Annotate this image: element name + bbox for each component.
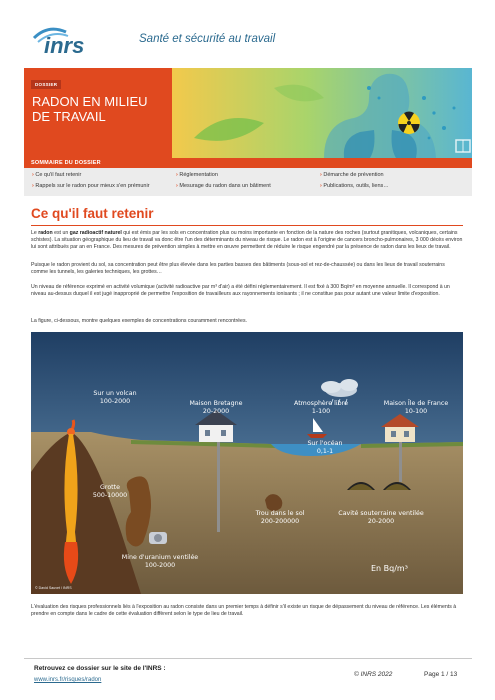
toc-link-rappels[interactable]: › Rappels sur le radon pour mieux s'en prémunir — [32, 183, 150, 189]
paragraph-figure-intro: La figure, ci-dessous, montre quelques exemples de concentrations couramment rencontrées. — [31, 318, 247, 324]
table-of-contents — [24, 158, 472, 196]
footer-retrouvez: Retrouvez ce dossier sur le site de l'INRS : — [34, 665, 166, 672]
inrs-logo — [30, 26, 128, 56]
toc-link-demarche[interactable]: › Démarche de prévention — [320, 172, 384, 178]
toc-link-mesurage[interactable]: › Mesurage du radon dans un bâtiment — [176, 183, 271, 189]
toc-header — [24, 158, 472, 168]
toc-title: SOMMAIRE DU DOSSIER — [31, 159, 101, 166]
paragraph-evaluation: L'évaluation des risques professionnels liés à l'exposition au radon consiste dans un premier temps à définir s'il existe un risque de dépassement du niveau de référence. Les éléments à prendre en compte dans le cadre de cette évaluation diffèrent selon le type de lieu de travail. — [31, 604, 457, 618]
radon-concentration-figure — [31, 332, 463, 594]
toc-link-ce-qu-il-faut-retenir[interactable]: › Ce qu'il faut retenir — [32, 172, 81, 178]
label-maison-bretagne: Maison Bretagne 20-2000 — [189, 400, 243, 415]
footer-copyright: © INRS 2022 — [354, 671, 393, 678]
paragraph-sol: Puisque le radon provient du sol, sa concentration peut être plus élevée dans les parties basses des bâtiments (sous-sol et rez-de-chaussée) ou dans les lieux de travail souterrains comme les tunnels, les galeries techniques, les grottes… — [31, 262, 445, 276]
figure-unit: En Bq/m³ — [371, 564, 408, 573]
figure-credit: © David Sauvet / INRS — [35, 586, 72, 590]
toc-link-publications[interactable]: › Publications, outils, liens… — [320, 183, 389, 189]
label-volcan: Sur un volcan 100-2000 — [93, 390, 137, 405]
label-maison-idf: Maison Île de France 10-100 — [383, 400, 449, 415]
paragraph-niveau-reference: Un niveau de référence exprimé en activité volumique (activité radioactive par m³ d'air) a été défini réglementairement. Il est fixé à 300 Bq/m³ en moyenne annuelle. Il correspond à un niveau au-dessus duquel il est jugé inapproprié de permettre l'exposition de travailleurs aux rayonnements ionisants ; il ne constitue pas pour autant une valeur limite d'exposition. — [31, 284, 450, 298]
toc-link-reglementation[interactable]: › Réglementation — [176, 172, 218, 178]
label-cavite-souterraine: Cavité souterraine ventilée 20-2000 — [338, 510, 424, 525]
label-trou-dans-le-sol: Trou dans le sol 200-200000 — [255, 510, 305, 525]
footer-page-number: Page 1 / 13 — [424, 671, 458, 678]
dossier-tag: DOSSIER — [31, 80, 61, 89]
label-grotte: Grotte 500-10000 — [92, 484, 128, 499]
page-title: RADON EN MILIEU DE TRAVAIL — [32, 94, 148, 124]
tagline: Santé et sécurité au travail — [139, 33, 276, 45]
dossier-banner — [24, 68, 472, 158]
label-ocean: Sur l'océan 0,1-1 — [307, 440, 343, 455]
label-mine-uranium: Mine d'uranium ventilée 100-2000 — [121, 554, 199, 569]
section-divider — [31, 225, 463, 226]
label-atmosphere-libre: Atmosphère libre 1-100 — [294, 400, 348, 415]
page-footer — [24, 658, 472, 692]
footer-url-link[interactable]: www.inrs.fr/risques/radon — [34, 677, 102, 683]
logo-wordmark: inrs — [44, 33, 85, 56]
paragraph-intro: Le radon est un gaz radioactif naturel qui est émis par les sols en concentration plus ou moins importante en fonction de la nature des roches (surtout granitiques, volcaniques, certains schistes). La situation géographique du lieu de travail va donc être l'un des déterminants du niveau de risque. Le radon est à l'origine de cancers broncho-pulmonaires, 3 000 décès environ lui sont attribués par an en France. Des mesures de prévention simples à mettre en œuvre permettent de réduire le risque engendré par la présence de radon dans les lieux de travail. — [31, 230, 463, 251]
section-title: Ce qu'il faut retenir — [31, 206, 154, 221]
figure-scene — [31, 332, 463, 594]
page-header — [0, 0, 495, 62]
banner-title-panel — [24, 68, 172, 158]
